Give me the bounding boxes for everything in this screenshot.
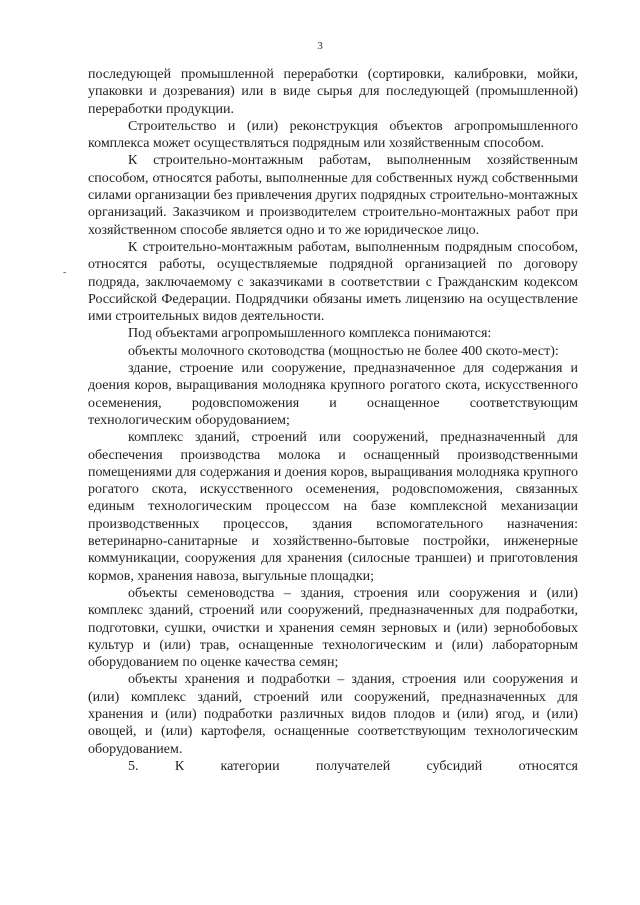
paragraph-seed-objects: объекты семеноводства – здания, строения или сооружения и (или) комплекс зданий, строений или сооружений, предназначенных для подработки, подготовки, сушки, очистки и хранения семян зерновых и (или) зернобобовых культур и (или) трав, оснащенные технологическим и (или) лабораторным оборудованием по оценке качества семян; [88,585,578,671]
paragraph-dairy-objects: объекты молочного скотоводства (мощностью не более 400 ското-мест): [128,343,559,359]
paragraph-storage-objects: объекты хранения и подработки – здания, строения или сооружения и (или) комплекс зданий, строений или сооружений, предназначенных для хранения и (или) подработки различных видов плодов и (или) ягод, и (или) овощей, и (или) картофеля, оснащенные соответствующим технологическим оборудованием. [88,672,578,757]
paragraph-item-5: 5. К категории получателей субсидий относятся [128,758,578,774]
document-body [88,66,578,775]
paragraph-continuation: последующей промышленной переработки (сортировки, калибровки, мойки, упаковки и дозревания) или в виде сырья для последующей (промышленной) переработки продукции. [88,67,578,117]
paragraph-contract-works: К строительно-монтажным работам, выполненным подрядным способом, относятся работы, осуществляемые подрядной организацией по договору подряда, заключаемому с заказчиками в соответствии с Гражданским кодексом Российской Федерации. Подрядчики обязаны иметь лицензию на осуществление ими строительных видов деятельности. [88,239,578,325]
page-number: 3 [317,40,323,52]
margin-mark: - [63,267,67,278]
paragraph-objects-intro: Под объектами агропромышленного комплекса понимаются: [128,326,492,342]
paragraph-own-works: К строительно-монтажным работам, выполненным хозяйственным способом, относятся работы, выполненные для собственных нужд собственными силами организации без привлечения других подрядных строительно-монтажных организаций. Заказчиком и производителем строительно-монтажных работ при хозяйственном способе является одно и то же юридическое лицо. [88,153,578,238]
paragraph-construction-methods: Строительство и (или) реконструкция объектов агропромышленного комплекса может осуществляться подрядным или хозяйственным способом. [88,118,578,152]
paragraph-dairy-complex: комплекс зданий, строений или сооружений, предназначенный для обеспечения производства молока и оснащенный производственными помещениями для содержания и доения коров, выращивания молодняка крупного рогатого скота, искусственного осеменения, родовспоможения, связанных единым технологическим процессом на базе комплексной механизации производственных процессов, здания вспомогательного назначения: ветеринарно-санитарные и хозяйственно-бытовые постройки, инженерные коммуникации, сооружения для хранения (силосные траншеи) и приготовления кормов, хранения навоза, выгульные площадки; [88,430,578,584]
paragraph-dairy-building: здание, строение или сооружение, предназначенное для содержания и доения коров, выращивания молодняка крупного рогатого скота, искусственного осеменения, родовспоможения и оснащенное соответствующим технологическим оборудованием; [88,361,578,428]
